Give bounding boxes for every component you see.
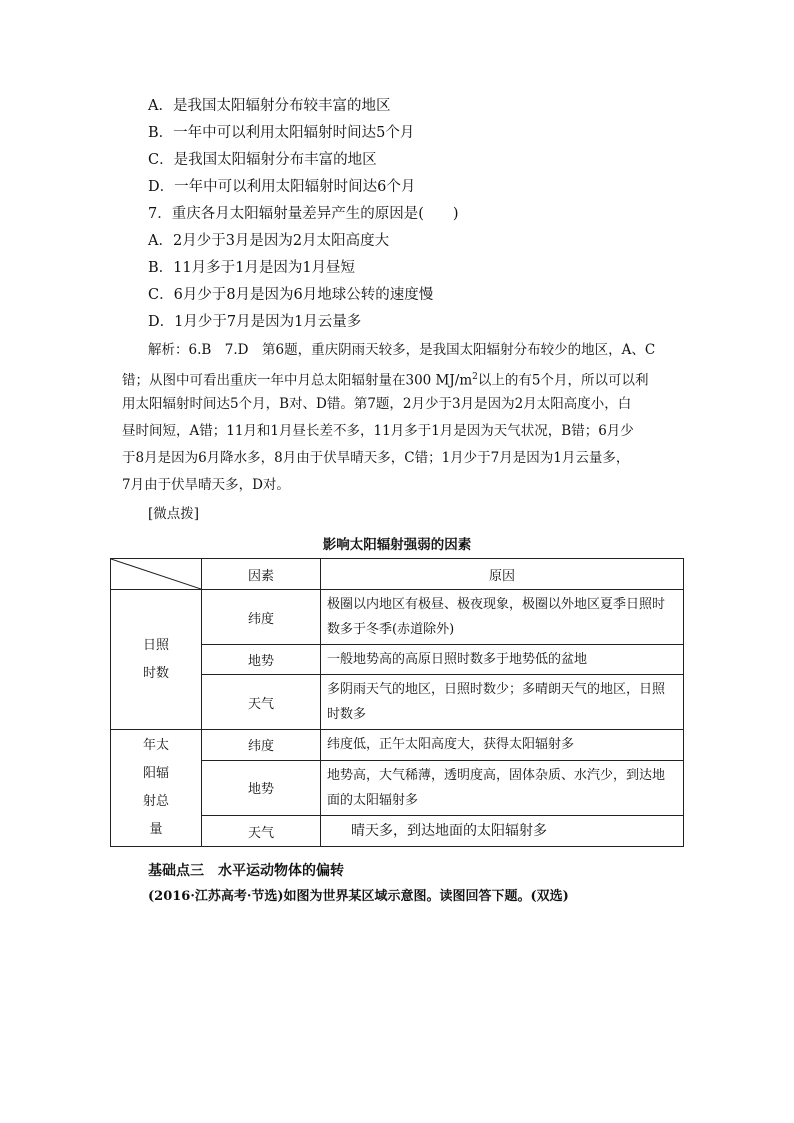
reason-cell: 极圈以内地区有极昼、极夜现象，极圈以外地区夏季日照时数多于冬季(赤道除外)	[321, 590, 684, 645]
factor-cell: 天气	[202, 675, 321, 730]
reason-cell: 多阴雨天气的地区，日照时数少；多晴朗天气的地区，日照时数多	[321, 675, 684, 730]
group-label-line: 量	[149, 822, 163, 837]
analysis-line-4: 昼时间短，A错；11月和1月昼长差不多，11月多于1月是因为天气状况，B错；6月少	[122, 423, 634, 439]
analysis-line-5: 于8月是因为6月降水多，8月由于伏旱晴天多，C错；1月少于7月是因为1月云量多，	[122, 450, 630, 466]
tip-label: [微点拨]	[148, 506, 200, 522]
q7-option-b: B．11月多于1月是因为1月昼短	[148, 260, 356, 276]
q6-option-d: D．一年中可以利用太阳辐射时间达6个月	[148, 179, 416, 195]
q6-option-a: A．是我国太阳辐射分布较丰富的地区	[148, 98, 391, 114]
group-label-line: 射总	[142, 794, 169, 809]
header-factor: 因素	[202, 559, 321, 590]
table-header-row	[111, 559, 684, 590]
q7-option-c: C．6月少于8月是因为6月地球公转的速度慢	[148, 287, 434, 303]
diagonal-header-cell	[111, 559, 202, 590]
table-row	[111, 590, 684, 645]
factors-table	[110, 558, 684, 847]
section-title: 基础点三 水平运动物体的偏转	[148, 863, 344, 879]
section-intro: (2016·江苏高考·节选)如图为世界某区域示意图。读图回答下题。(双选)	[148, 889, 569, 904]
factor-cell: 纬度	[202, 730, 321, 761]
analysis-line-2: 错；从图中可看出重庆一年中月总太阳辐射量在300 $MJ/m^2$以上的有5个月，所以可以利	[122, 372, 649, 389]
table-row	[111, 730, 684, 761]
group-annual-radiation	[111, 730, 202, 847]
q7-option-a: A．2月少于3月是因为2月太阳高度大	[148, 233, 390, 249]
diagonal-line	[111, 559, 201, 589]
reason-cell: 一般地势高的高原日照时数多于地势低的盆地	[321, 645, 684, 675]
factor-cell: 地势	[202, 645, 321, 675]
reason-cell: 地势高，大气稀薄，透明度高，固体杂质、水汽少，到达地面的太阳辐射多	[321, 760, 684, 816]
analysis-line-1: 解析：6.B 7.D 第6题，重庆阴雨天较多，是我国太阳辐射分布较少的地区，A、C	[148, 342, 656, 358]
analysis-line-3: 用太阳辐射时间达5个月，B对、D错。第7题，2月少于3月是因为2月太阳高度小，白	[122, 396, 632, 412]
q6-option-c: C．是我国太阳辐射分布丰富的地区	[148, 152, 377, 168]
group-label-line: 阳辐	[142, 766, 169, 781]
q7-option-d: D．1月少于7月是因为1月云量多	[148, 314, 362, 330]
table-caption: 影响太阳辐射强弱的因素	[322, 537, 472, 553]
factor-cell: 地势	[202, 760, 321, 816]
q6-option-b: B．一年中可以利用太阳辐射时间达5个月	[148, 125, 415, 141]
reason-cell: 晴天多，到达地面的太阳辐射多	[321, 816, 684, 847]
group-label-line: 时数	[142, 665, 169, 681]
group-label-line: 日照	[142, 637, 169, 653]
reason-cell: 纬度低，正午太阳高度大，获得太阳辐射多	[321, 730, 684, 761]
factor-cell: 天气	[202, 816, 321, 847]
group-label-line: 年太	[142, 738, 169, 753]
header-reason: 原因	[321, 559, 684, 590]
analysis-line-6: 7月由于伏旱晴天多，D对。	[122, 477, 290, 493]
question-7: 7．重庆各月太阳辐射量差异产生的原因是( )	[148, 206, 459, 222]
factor-cell: 纬度	[202, 590, 321, 645]
group-sunshine-hours	[111, 590, 202, 730]
